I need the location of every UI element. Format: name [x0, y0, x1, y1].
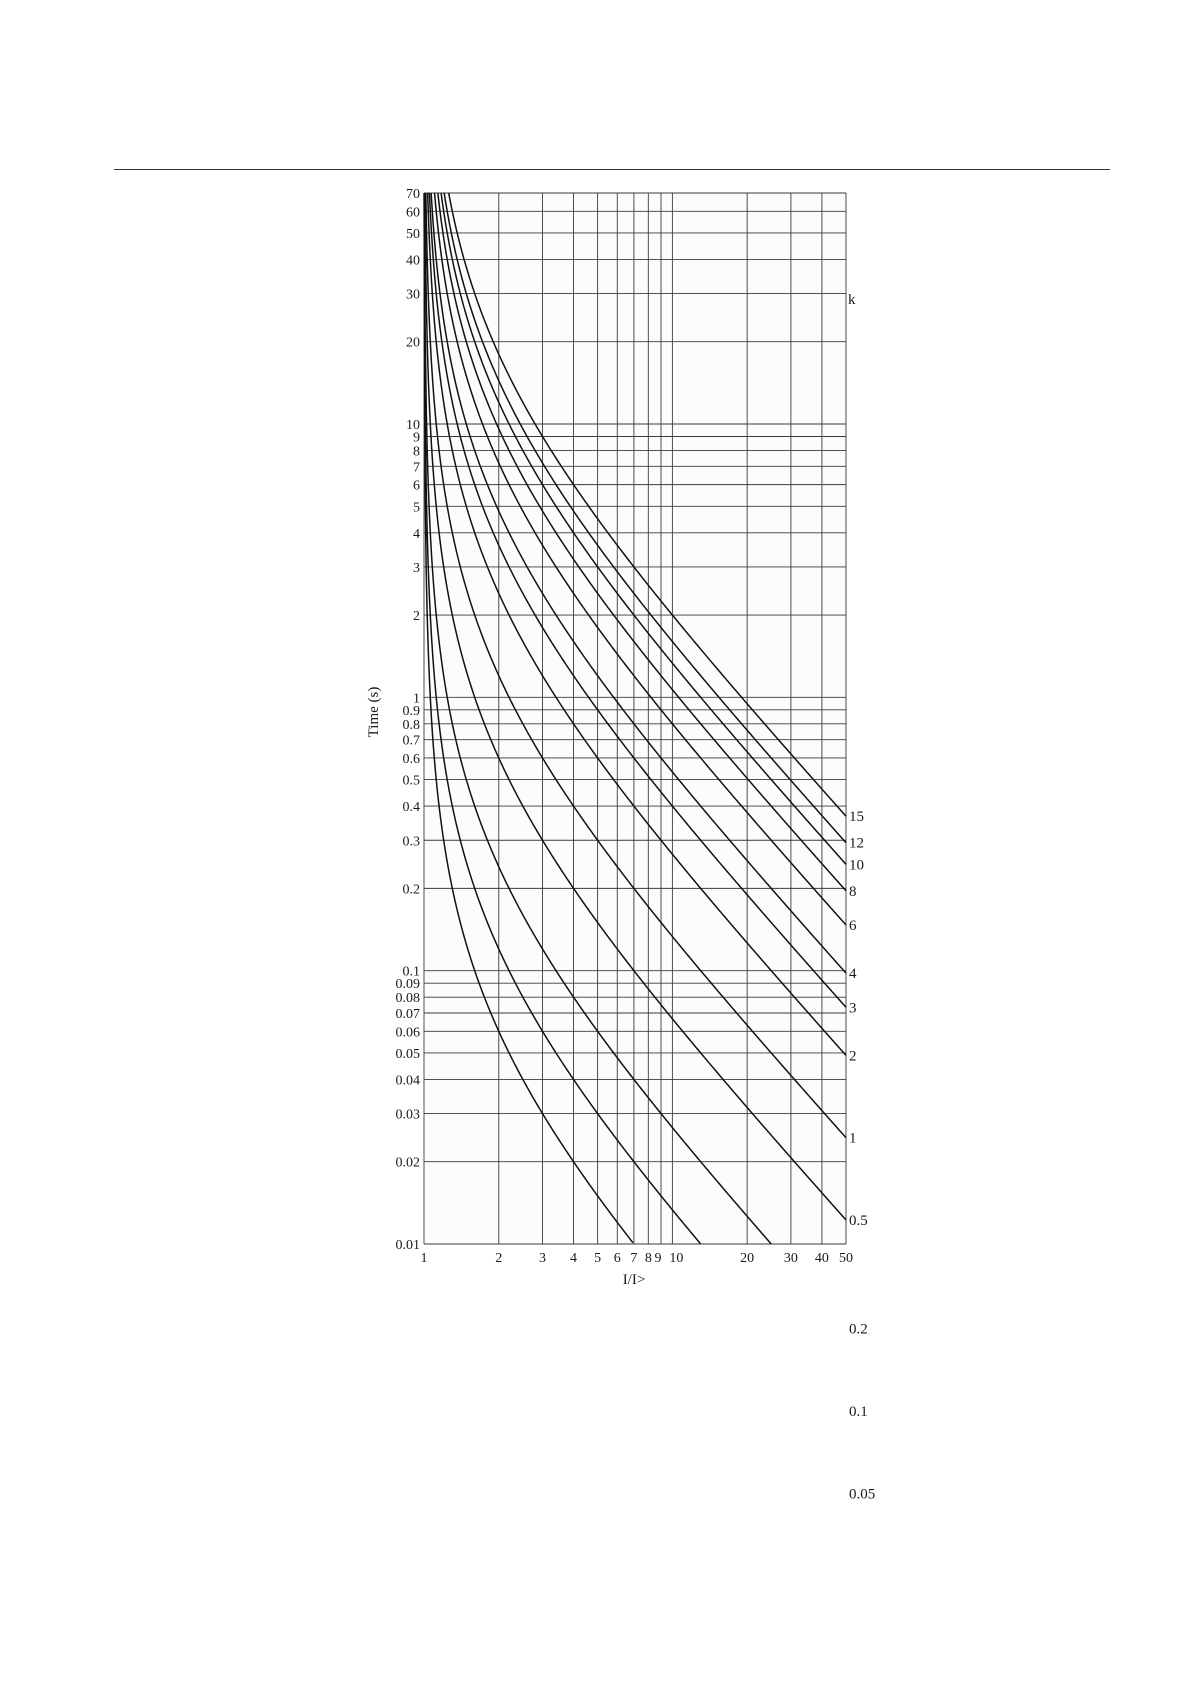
y-tick-label: 40: [406, 253, 420, 269]
y-tick-label: 0.07: [395, 1007, 420, 1023]
curve-label: 0.5: [849, 1212, 868, 1229]
y-tick-label: 0.7: [402, 733, 420, 749]
y-tick-label: 0.09: [395, 977, 420, 993]
y-tick-label: 7: [413, 460, 420, 476]
x-tick-label: 50: [839, 1251, 853, 1266]
curve-label: 12: [849, 835, 864, 852]
curve-label: 0.05: [849, 1486, 876, 1503]
y-tick-labels: [396, 187, 421, 1253]
y-tick-label: 6: [413, 478, 420, 494]
x-tick-label: 4: [570, 1251, 578, 1266]
y-tick-label: 5: [413, 500, 420, 516]
x-tick-label: 6: [613, 1251, 621, 1266]
x-tick-label: 5: [594, 1251, 602, 1266]
y-tick-label: 0.05: [395, 1046, 420, 1062]
curve-label: 15: [849, 809, 864, 826]
plot-area: [424, 193, 846, 1244]
y-tick-label: 50: [406, 226, 420, 242]
x-tick-label: 20: [740, 1251, 755, 1266]
y-tick-label: 0.5: [402, 773, 420, 789]
x-tick-labels: [421, 1251, 854, 1266]
y-axis-label: Time (s): [366, 686, 382, 738]
y-tick-label: 0.3: [402, 834, 420, 850]
x-tick-label: 9: [654, 1251, 662, 1266]
y-tick-label: 0.06: [395, 1025, 420, 1041]
y-tick-label: 8: [413, 444, 420, 460]
y-tick-label: 2: [413, 609, 420, 625]
y-tick-label: 0.08: [395, 991, 420, 1007]
curve-label: 8: [849, 883, 857, 900]
y-tick-label: 0.02: [395, 1155, 420, 1171]
curve-label: 4: [849, 966, 857, 983]
curve-label: 3: [849, 1000, 857, 1017]
y-tick-label: 0.4: [402, 800, 420, 816]
x-tick-label: 3: [539, 1251, 547, 1266]
x-tick-label: 2: [495, 1251, 503, 1266]
y-tick-label: 0.03: [395, 1107, 420, 1123]
y-tick-label: 0.01: [395, 1238, 420, 1253]
curve-label: 0.1: [849, 1404, 868, 1421]
curve-label: 10: [849, 857, 864, 874]
curve-label: 2: [849, 1048, 857, 1065]
y-tick-label: 4: [413, 526, 420, 542]
legend-title-k: k: [848, 292, 856, 308]
x-tick-label: 1: [420, 1251, 428, 1266]
x-tick-label: 8: [644, 1251, 652, 1266]
curve-label: 1: [849, 1130, 857, 1147]
y-tick-label: 0.2: [402, 882, 420, 898]
y-tick-label: 0.1: [402, 964, 420, 980]
y-tick-label: 0.8: [402, 717, 420, 733]
y-tick-label: 60: [406, 205, 420, 221]
y-tick-label: 1: [413, 691, 420, 707]
x-tick-label: 30: [783, 1251, 798, 1266]
y-tick-label: 0.6: [402, 751, 420, 767]
x-tick-label: 40: [814, 1251, 829, 1266]
y-tick-label: 3: [413, 560, 420, 576]
y-tick-label: 30: [406, 287, 420, 303]
curve-label: 6: [849, 917, 857, 934]
y-tick-label: 10: [406, 417, 420, 433]
y-tick-label: 9: [413, 430, 420, 446]
x-axis-label: I/I>: [622, 1272, 646, 1288]
y-tick-label: 0.04: [395, 1073, 420, 1089]
x-tick-label: 7: [630, 1251, 638, 1266]
curve-label: 0.2: [849, 1321, 868, 1338]
series-labels: [849, 809, 875, 1502]
y-tick-label: 0.9: [402, 703, 420, 719]
y-tick-label: 70: [406, 187, 420, 202]
x-tick-label: 10: [669, 1251, 684, 1266]
y-tick-label: 20: [406, 335, 420, 351]
